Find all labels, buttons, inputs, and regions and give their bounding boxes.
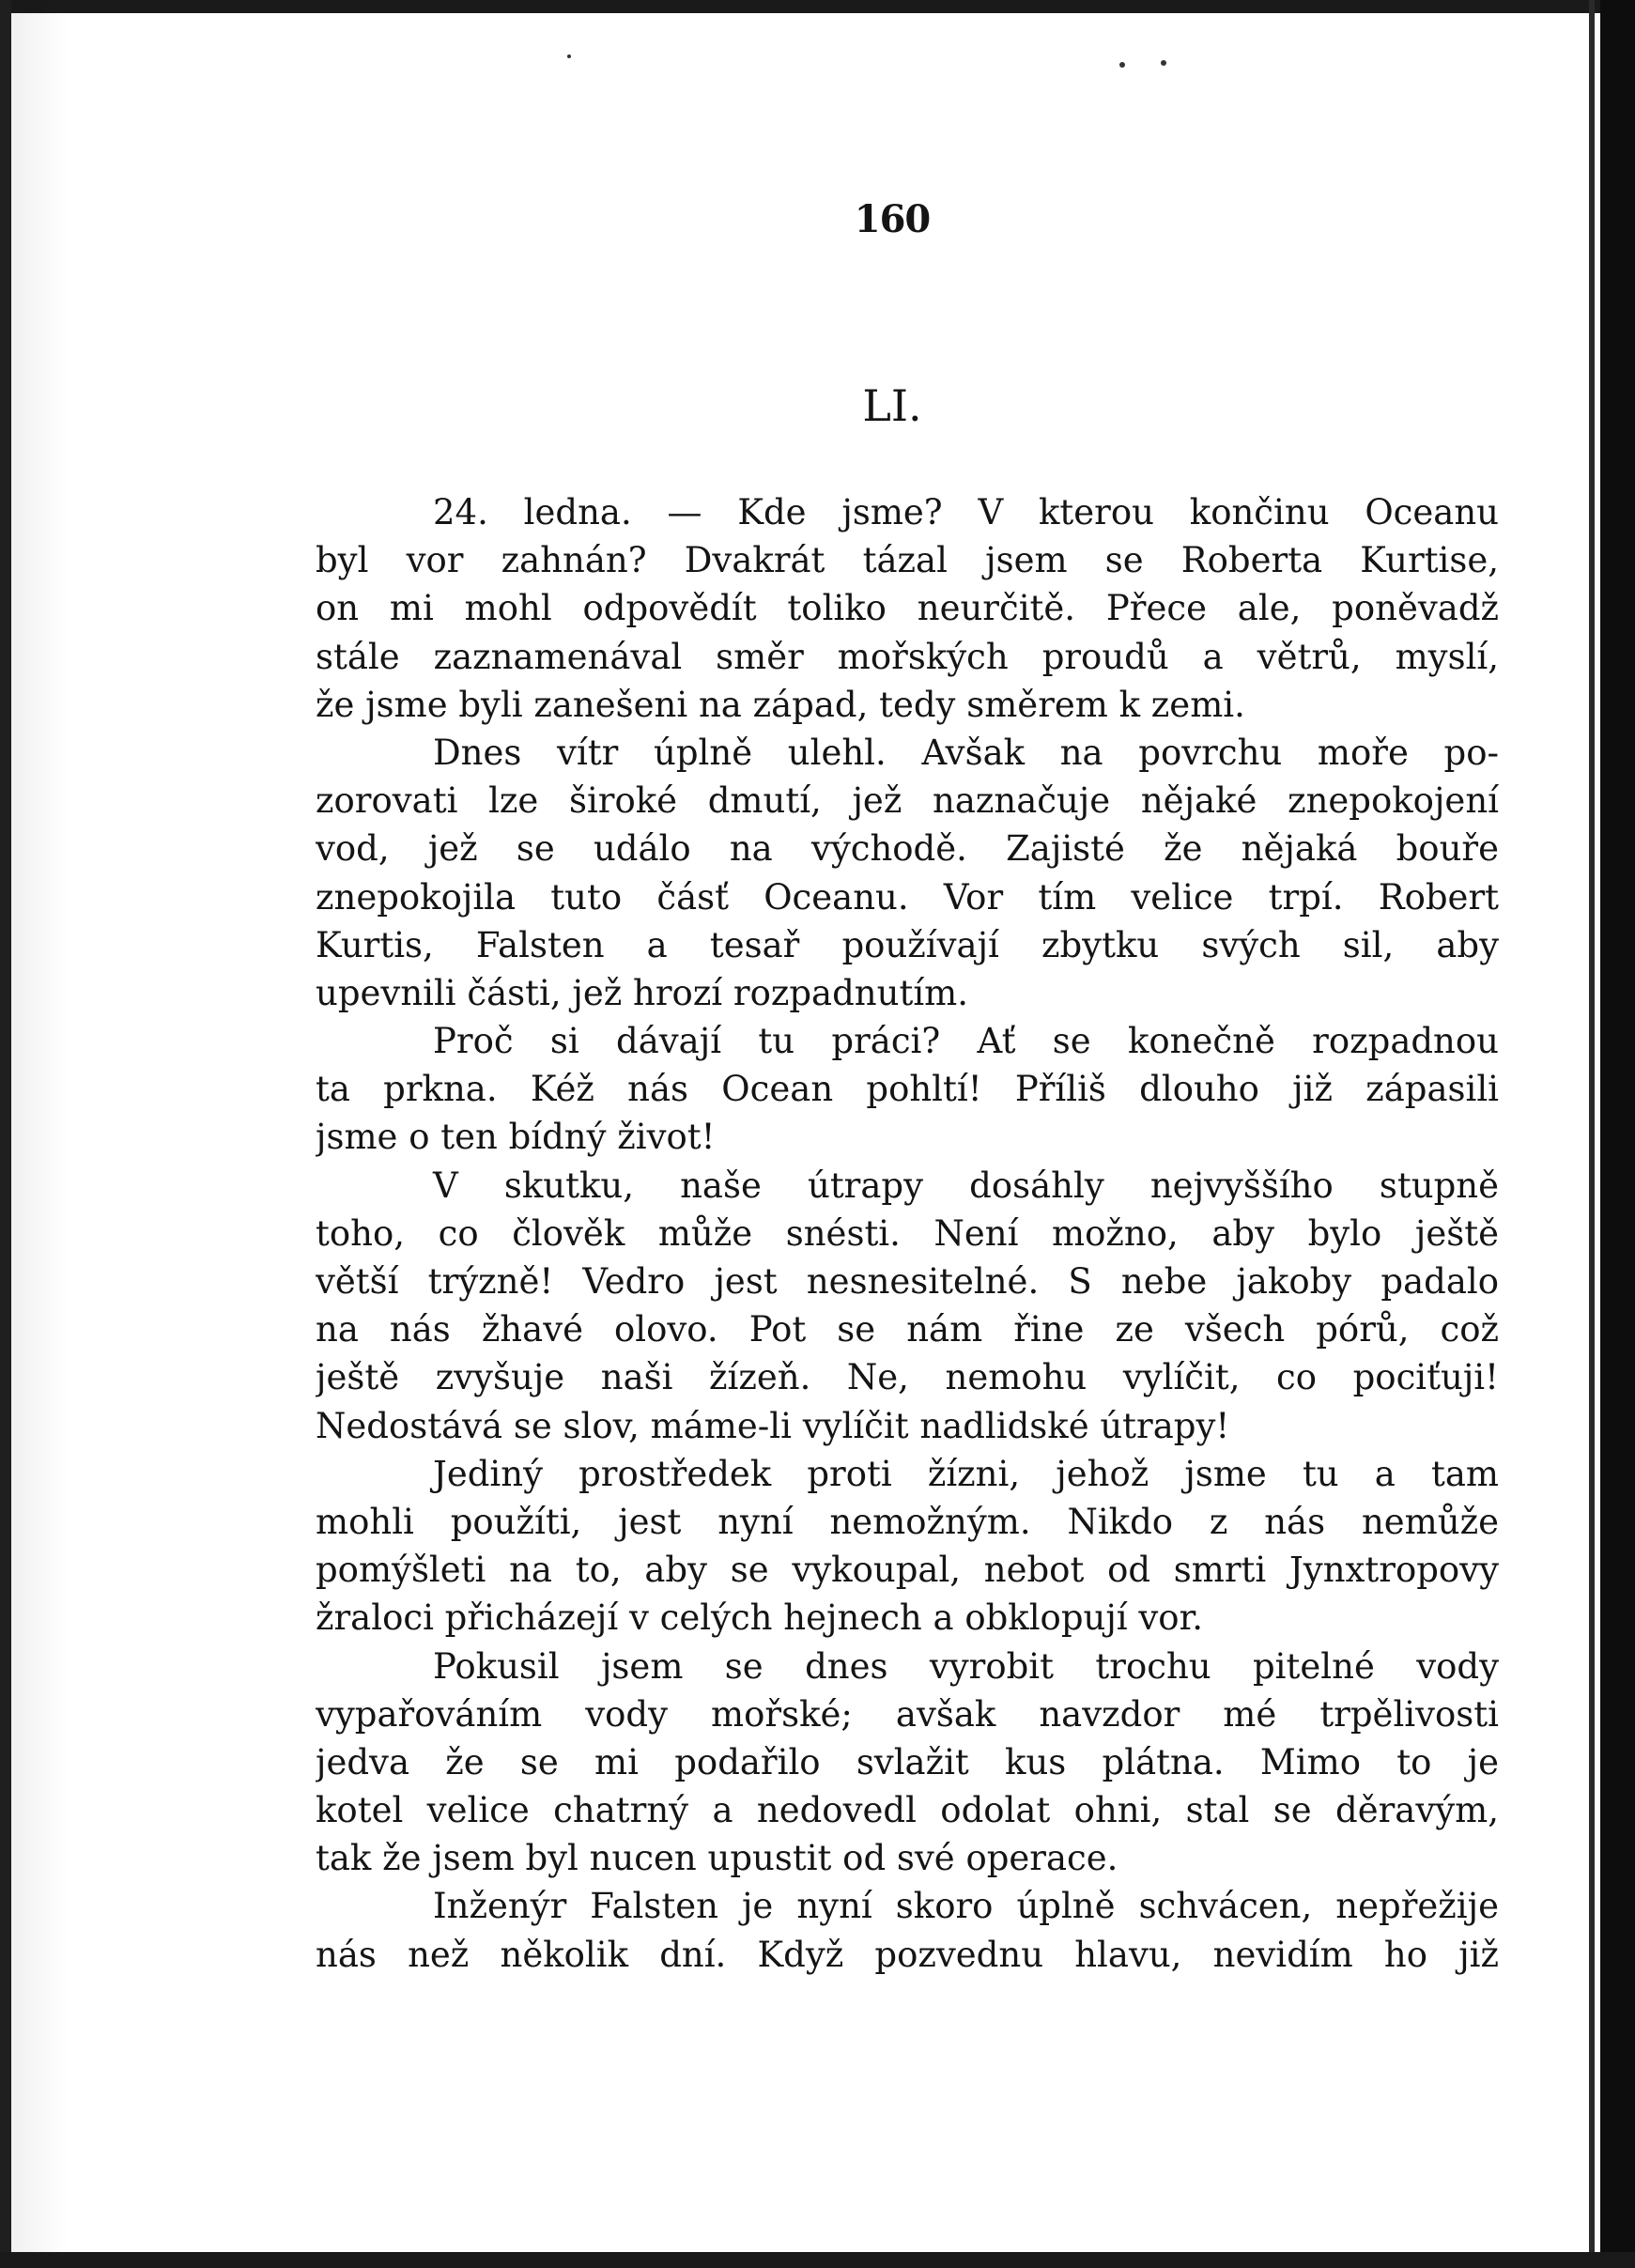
text-line: kotel velice chatrný a nedovedl odolat ohni, stal se děravým, xyxy=(316,1790,1499,1831)
text-line: větší trýzně! Vedro jest nesnesitelné. S nebe jakoby padalo xyxy=(316,1261,1499,1302)
text-line: tak že jsem byl nucen upustit od své operace. xyxy=(316,1838,1118,1879)
text-line: upevnili části, jež hrozí rozpadnutím. xyxy=(316,972,968,1013)
text-line: jedva že se mi podařilo svlažit kus plátna. Mimo to je xyxy=(316,1741,1499,1782)
text-line: vod, jež se událo na východě. Zajisté že nějaká bouře xyxy=(316,828,1499,870)
text-line: pomýšleti na to, aby se vykoupal, nebot od smrti Jynxtropovy xyxy=(316,1550,1499,1591)
text-line: toho, co člověk může snésti. Není možno, aby bylo ještě xyxy=(316,1212,1499,1254)
text-line: Nedostává se slov, máme-li vylíčit nadlidské útrapy! xyxy=(316,1405,1230,1446)
page-number: 160 xyxy=(854,197,931,241)
body-text xyxy=(316,488,1499,1979)
text-line: on mi mohl odpovědít toliko neurčitě. Přece ale, poněvadž xyxy=(316,588,1499,629)
text-line: 24. ledna. — Kde jsme? V kterou končinu Oceanu xyxy=(433,492,1499,532)
text-line: Dnes vítr úplně ulehl. Avšak na povrchu moře po- xyxy=(433,732,1499,773)
text-line: na nás žhavé olovo. Pot se nám řine ze všech pórů, což xyxy=(316,1309,1499,1350)
text-line: stále zaznamenával směr mořských proudů a větrů, myslí, xyxy=(316,636,1499,677)
scan-speck xyxy=(1161,60,1166,66)
scan-border-right xyxy=(1600,0,1635,2268)
text-line: zorovati lze široké dmutí, jež naznačuje nějaké znepokojení xyxy=(316,780,1499,822)
gutter-shadow xyxy=(11,0,68,2252)
scan-border-bottom xyxy=(0,2252,1635,2268)
scan-speck xyxy=(1119,62,1125,68)
text-line: že jsme byli zanešeni na západ, tedy směrem k zemi. xyxy=(316,684,1245,725)
text-line: byl vor zahnán? Dvakrát tázal jsem se Roberta Kurtise, xyxy=(316,540,1499,581)
text-line: Proč si dávají tu práci? Ať se konečně rozpadnou xyxy=(433,1021,1499,1062)
scan-speck xyxy=(567,54,571,58)
text-line: V skutku, naše útrapy dosáhly nejvyššího stupně xyxy=(433,1165,1499,1206)
scan-border-right-inner xyxy=(1589,0,1595,2268)
text-line: mohli použíti, jest nyní nemožným. Nikdo z nás nemůže xyxy=(316,1501,1499,1542)
text-line: vypařováním vody mořské; avšak navzdor mé trpělivosti xyxy=(316,1693,1499,1735)
text-line: Pokusil jsem se dnes vyrobit trochu pitelné vody xyxy=(433,1645,1499,1687)
scan-border-left xyxy=(0,0,11,2268)
text-line: nás než několik dní. Když pozvednu hlavu, nevidím ho již xyxy=(316,1934,1499,1975)
text-line: ještě zvyšuje naši žízeň. Ne, nemohu vylíčit, co pociťuji! xyxy=(316,1357,1499,1398)
scan-border-top xyxy=(0,0,1635,13)
text-line: Jediný prostředek proti žízni, jehož jsme tu a tam xyxy=(433,1453,1499,1494)
text-line: ta prkna. Kéž nás Ocean pohltí! Příliš dlouho již zápasili xyxy=(316,1069,1499,1110)
chapter-heading: LI. xyxy=(862,380,922,431)
text-line: Inženýr Falsten je nyní skoro úplně schvácen, nepřežije xyxy=(433,1886,1499,1927)
text-line: žraloci přicházejí v celých hejnech a obklopují vor. xyxy=(316,1597,1203,1639)
text-line: Kurtis, Falsten a tesař používají zbytku svých sil, aby xyxy=(316,924,1499,965)
text-line: jsme o ten bídný život! xyxy=(316,1117,716,1158)
text-line: znepokojila tuto čásť Oceanu. Vor tím velice trpí. Robert xyxy=(316,876,1499,918)
